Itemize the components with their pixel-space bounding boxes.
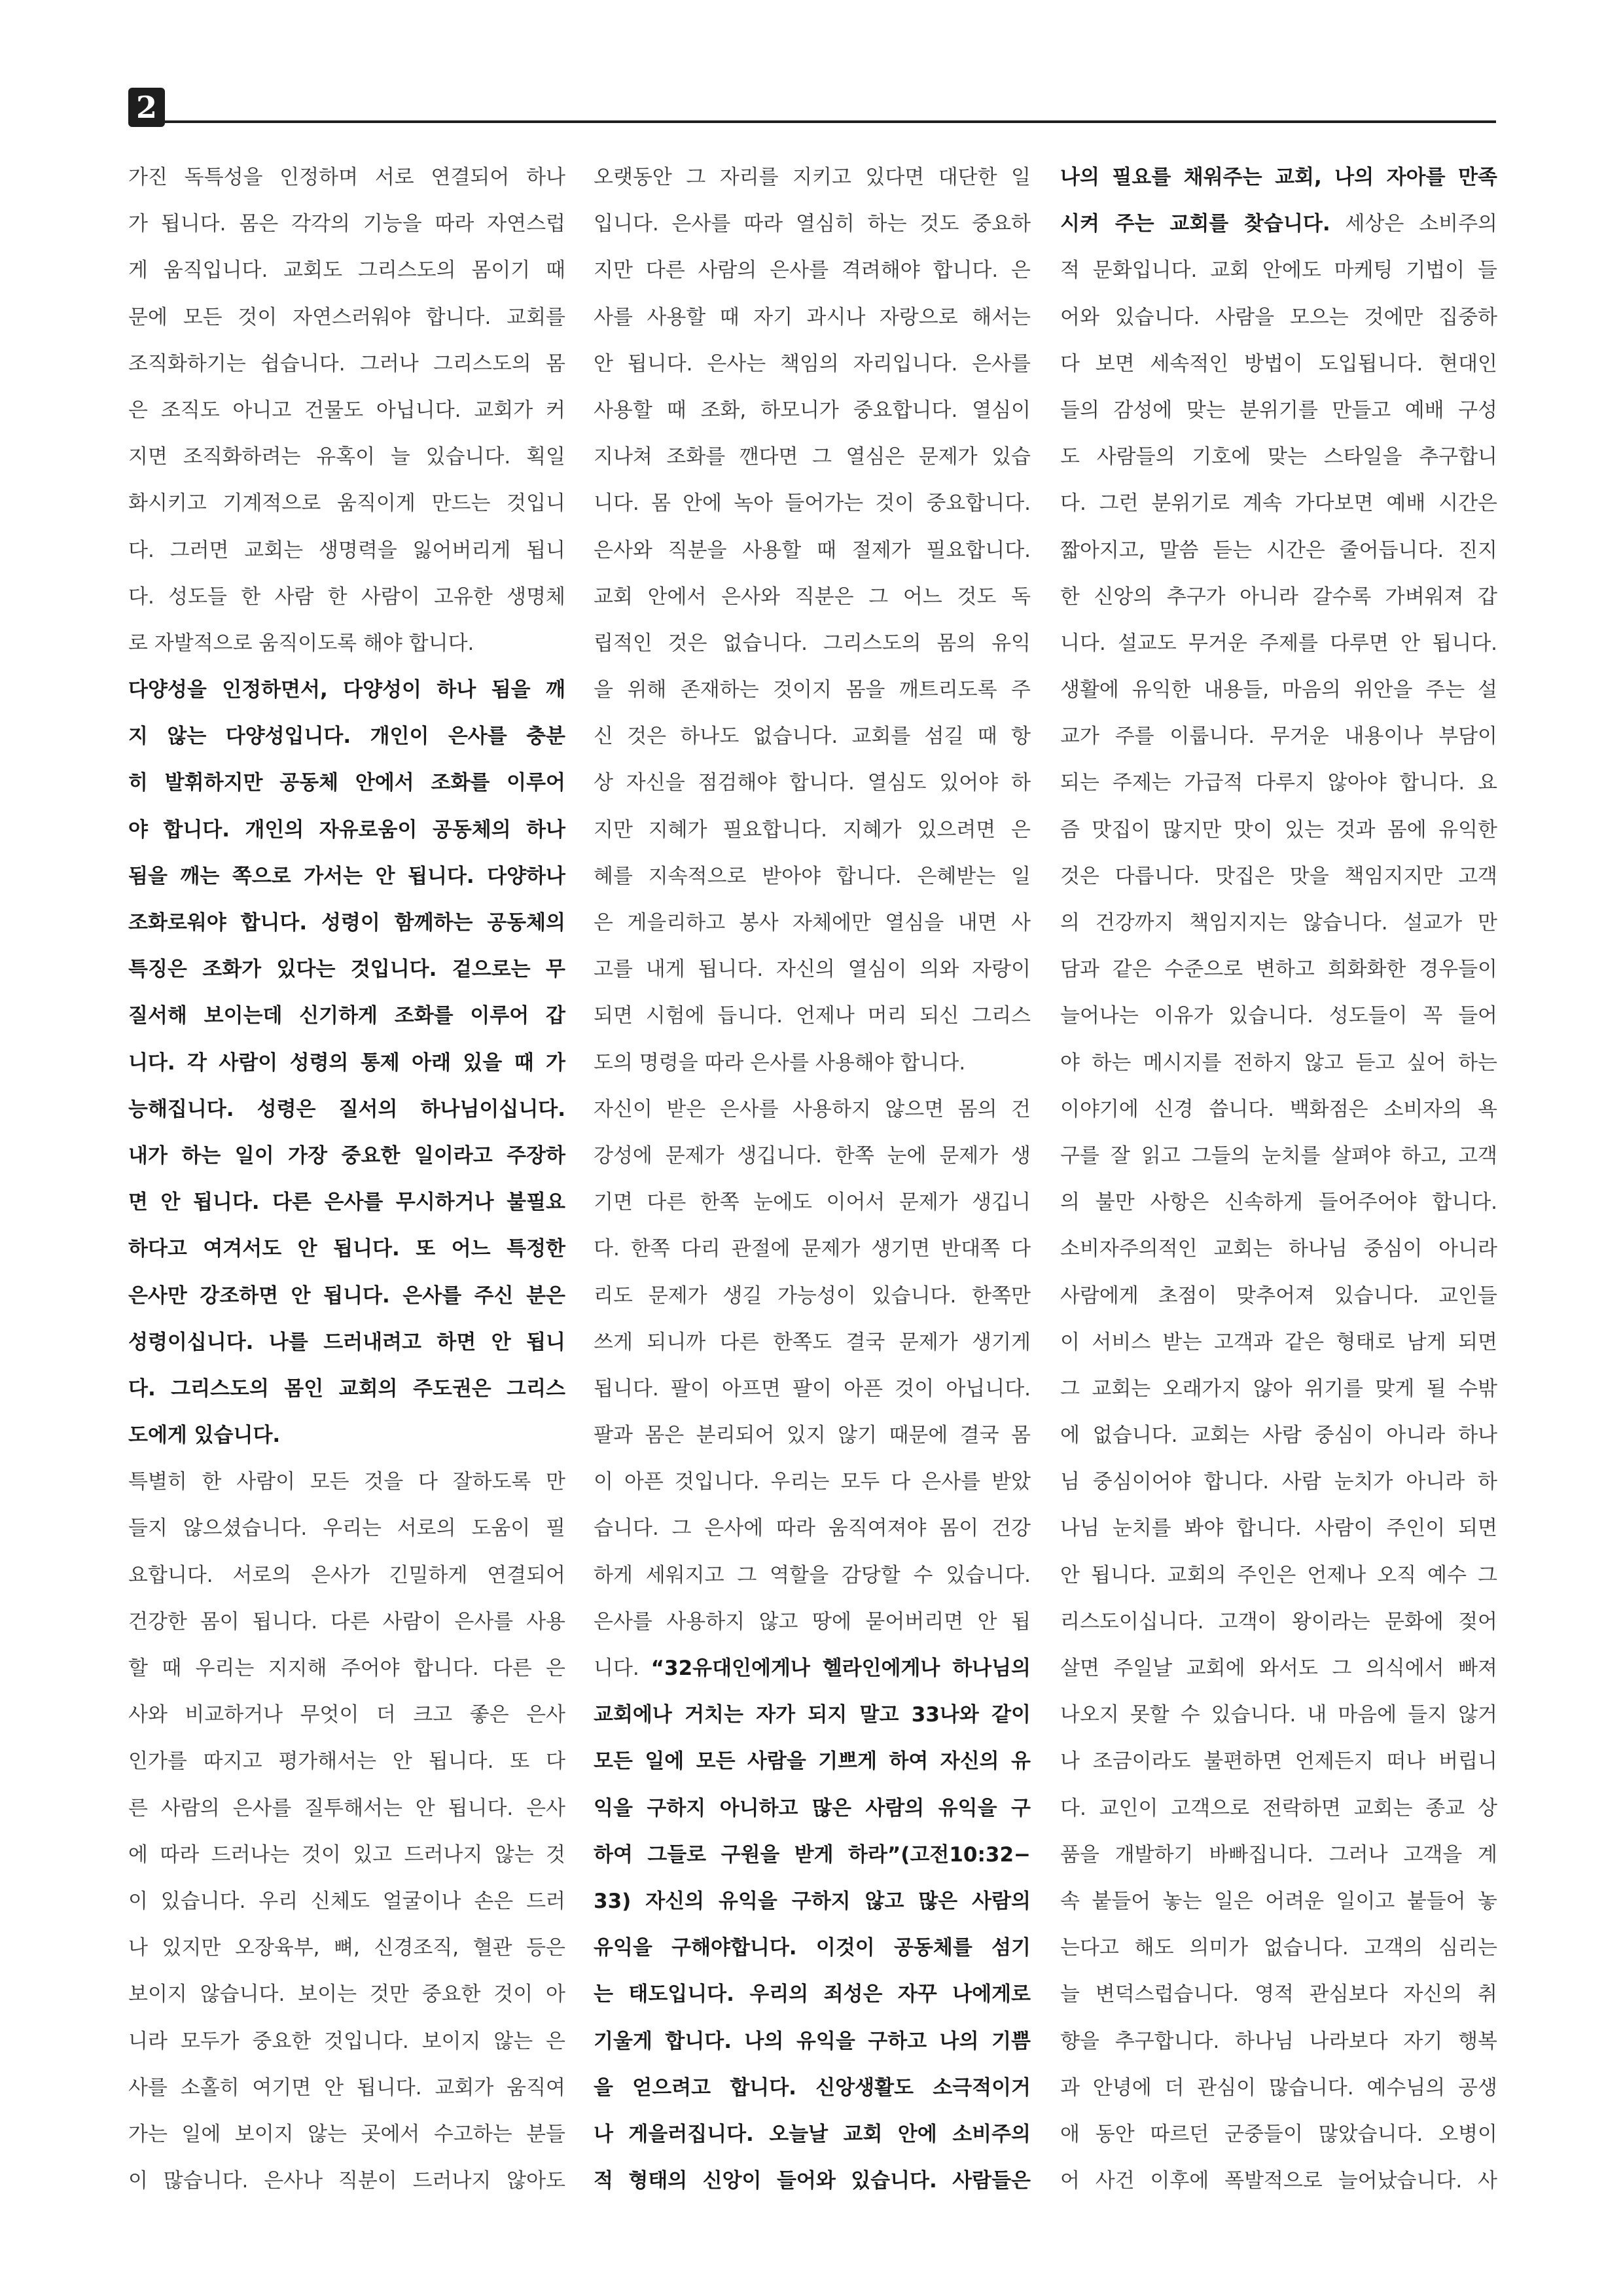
- text-line: [128, 807, 565, 853]
- text-line: [1060, 434, 1497, 480]
- text-run: 것은 다릅니다. 맛집은 맛을 책임지지만 고객: [1060, 864, 1497, 888]
- text-run: 입니다. 은사를 따라 열심히 하는 것도 중요하: [594, 212, 1031, 236]
- text-run: 조화로워야 합니다. 성령이 함께하는 공동체의: [128, 911, 565, 935]
- text-run: 지 않는 다양성입니다. 개인이 은사를 충분: [128, 725, 565, 749]
- text-line: [128, 1179, 565, 1226]
- text-run: 어 사건 이후에 폭발적으로 늘어났습니다. 사: [1060, 2169, 1497, 2193]
- text-line: [128, 1412, 565, 1459]
- text-line: [128, 1692, 565, 1738]
- text-line: [594, 2018, 1031, 2065]
- text-line: [128, 387, 565, 434]
- text-run: 어와 있습니다. 사람을 모으는 것에만 집중하: [1060, 305, 1497, 329]
- text-run: 자신이 받은 은사를 사용하지 않으면 몸의 건: [594, 1097, 1031, 1121]
- text-line: [128, 1366, 565, 1412]
- text-line: [128, 1459, 565, 1505]
- text-line: [594, 2065, 1031, 2111]
- text-run: 하여 그들로 구원을 받게 하라”(고전10:32−: [594, 1842, 1031, 1867]
- text-line: [1060, 574, 1497, 620]
- text-run: 특별히 한 사람이 모든 것을 다 잘하도록 만: [128, 1470, 565, 1494]
- text-line: [1060, 993, 1497, 1039]
- text-run: 다. 한쪽 다리 관절에 문제가 생기면 반대쪽 다: [594, 1237, 1031, 1261]
- text-run: 가 됩니다. 몸은 각각의 기능을 따라 자연스럽: [128, 212, 565, 236]
- text-run: 교회에나 거치는 자가 되지 말고 33나와 같이: [594, 1703, 1031, 1727]
- text-run: 할 때 우리는 지지해 주어야 합니다. 다른 은: [128, 1657, 565, 1680]
- text-line: [1060, 1040, 1497, 1086]
- text-run: 하게 세워지고 그 역할을 감당할 수 있습니다.: [594, 1563, 1031, 1587]
- text-line: [594, 387, 1031, 434]
- text-line: [594, 1459, 1031, 1505]
- text-line: [1060, 807, 1497, 853]
- text-line: [1060, 1878, 1497, 1925]
- text-line: [594, 900, 1031, 946]
- text-run: 다. 교인이 고객으로 전락하면 교회는 종교 상: [1060, 1796, 1497, 1820]
- text-run: 은 조직도 아니고 건물도 아닙니다. 교회가 커: [128, 398, 565, 422]
- text-line: [128, 1040, 565, 1086]
- text-run: 성령이십니다. 나를 드러내려고 하면 안 됩니: [128, 1330, 565, 1354]
- text-run: 문에 모든 것이 자연스러워야 합니다. 교회를: [128, 305, 565, 329]
- text-run: 른 사람의 은사를 질투해서는 안 됩니다. 은사: [128, 1796, 565, 1820]
- text-run: 강성에 문제가 생깁니다. 한쪽 눈에 문제가 생: [594, 1143, 1031, 1168]
- text-run: 나의 필요를 채워주는 교회, 나의 자아를 만족: [1060, 166, 1497, 189]
- text-line: [1060, 900, 1497, 946]
- text-run: 님 중심이어야 합니다. 사람 눈치가 아니라 하: [1060, 1470, 1497, 1494]
- text-line: [594, 1505, 1031, 1552]
- text-run: 향을 추구합니다. 하나님 나라보다 자기 행복: [1060, 2029, 1497, 2053]
- text-run: 이야기에 신경 씁니다. 백화점은 소비자의 욕: [1060, 1097, 1497, 1121]
- text-line: [594, 1040, 1031, 1086]
- text-line: [594, 1412, 1031, 1459]
- text-line: [594, 2111, 1031, 2158]
- text-line: [1060, 1179, 1497, 1226]
- text-line: [1060, 667, 1497, 713]
- text-run: 히 발휘하지만 공동체 안에서 조화를 이루어: [128, 771, 565, 795]
- text-line: [594, 713, 1031, 760]
- text-line: [128, 1552, 565, 1599]
- text-run: 도에게 있습니다.: [128, 1424, 281, 1448]
- text-line: [594, 1273, 1031, 1319]
- text-line: [1060, 2065, 1497, 2111]
- text-column-3: [1060, 154, 1497, 2204]
- text-line: [128, 247, 565, 294]
- text-line: [128, 2158, 565, 2204]
- text-line: [1060, 480, 1497, 527]
- text-line: [128, 528, 565, 574]
- text-run: 지나쳐 조화를 깬다면 그 열심은 문제가 있습: [594, 445, 1031, 469]
- text-line: [594, 853, 1031, 900]
- text-run: 내가 하는 일이 가장 중요한 일이라고 주장하: [128, 1143, 565, 1168]
- text-run: 다. 그러면 교회는 생명력을 잃어버리게 됩니: [128, 538, 565, 562]
- text-line: [594, 946, 1031, 993]
- text-run: 리도 문제가 생길 가능성이 있습니다. 한쪽만: [594, 1283, 1031, 1308]
- text-line: [594, 1226, 1031, 1272]
- text-run: 질서해 보이는데 신기하게 조화를 이루어 갑: [128, 1004, 565, 1028]
- text-run: 조직화하기는 쉽습니다. 그러나 그리스도의 몸: [128, 351, 565, 376]
- text-run: 담과 같은 수준으로 변하고 희화화한 경우들이: [1060, 958, 1497, 982]
- text-line: [1060, 1925, 1497, 1971]
- text-run: 도 사람들의 기호에 맞는 스타일을 추구합니: [1060, 445, 1497, 469]
- text-line: [128, 713, 565, 760]
- text-run: 품을 개발하기 바빠집니다. 그러나 고객을 계: [1060, 1842, 1497, 1867]
- text-run: 소비자주의적인 교회는 하나님 중심이 아니라: [1060, 1237, 1497, 1261]
- text-line: [1060, 1645, 1497, 1692]
- text-run: 기울게 합니다. 나의 유익을 구하고 나의 기쁨: [594, 2029, 1031, 2053]
- text-run: 익을 구하지 아니하고 많은 사람의 유익을 구: [594, 1796, 1031, 1820]
- text-run: 나오지 못할 수 있습니다. 내 마음에 들지 않거: [1060, 1703, 1497, 1727]
- bold-text-run: 시켜 주는 교회를 찾습니다.: [1060, 212, 1330, 236]
- text-line: [1060, 1086, 1497, 1133]
- text-run: 짧아지고, 말씀 듣는 시간은 줄어듭니다. 진지: [1060, 538, 1497, 562]
- text-run: 유익을 구해야합니다. 이것이 공동체를 섬기: [594, 1936, 1031, 1960]
- text-run: 들지 않으셨습니다. 우리는 서로의 도움이 필: [128, 1516, 565, 1541]
- text-run: 쓰게 되니까 다른 한쪽도 결국 문제가 생기게: [594, 1330, 1031, 1354]
- text-run: 안 됩니다. 교회의 주인은 언제나 오직 예수 그: [1060, 1563, 1497, 1587]
- text-run: 야 하는 메시지를 전하지 않고 듣고 싶어 하는: [1060, 1050, 1497, 1075]
- text-run: 됩니다. 팔이 아프면 팔이 아픈 것이 아닙니다.: [594, 1376, 1031, 1401]
- text-line: [594, 1599, 1031, 1645]
- text-run: 됨을 깨는 쪽으로 가서는 안 됩니다. 다양하나: [128, 864, 565, 888]
- text-line: [1060, 341, 1497, 387]
- text-line: [128, 620, 565, 667]
- text-line: [594, 1692, 1031, 1738]
- text-run: 에 따라 드러나는 것이 있고 드러나지 않는 것: [128, 1842, 565, 1867]
- text-line: [1060, 1552, 1497, 1599]
- text-line: [1060, 1599, 1497, 1645]
- text-run: 나님 눈치를 봐야 합니다. 사람이 주인이 되면: [1060, 1516, 1497, 1541]
- text-run: 애 동안 따르던 군중들이 많았습니다. 오병이: [1060, 2122, 1497, 2146]
- text-line: [594, 247, 1031, 294]
- text-line: [594, 1785, 1031, 1832]
- text-line: [1060, 713, 1497, 760]
- text-line: [594, 1552, 1031, 1599]
- text-line: [1060, 620, 1497, 667]
- text-run: 팔과 몸은 분리되어 있지 않기 때문에 결국 몸: [594, 1424, 1031, 1448]
- text-line: [128, 1785, 565, 1832]
- text-line: [128, 2111, 565, 2158]
- text-run: 모든 일에 모든 사람을 기쁘게 하여 자신의 유: [594, 1749, 1031, 1774]
- text-line: [128, 1226, 565, 1272]
- text-line: [594, 1366, 1031, 1412]
- text-run: 이 서비스 받는 고객과 같은 형태로 남게 되면: [1060, 1330, 1497, 1354]
- text-line: [594, 1179, 1031, 1226]
- text-line: [128, 341, 565, 387]
- text-run: 다. 성도들 한 사람 한 사람이 고유한 생명체: [128, 584, 565, 609]
- text-run: 니다. 설교도 무거운 주제를 다루면 안 됩니다.: [1060, 631, 1497, 655]
- text-run: 지만 지혜가 필요합니다. 지혜가 있으려면 은: [594, 817, 1031, 842]
- text-run: 안 됩니다. 은사는 책임의 자리입니다. 은사를: [594, 351, 1031, 376]
- text-run: 을 위해 존재하는 것이지 몸을 깨트리도록 주: [594, 678, 1031, 702]
- text-line: [128, 853, 565, 900]
- text-run: 는다고 해도 의미가 없습니다. 고객의 심리는: [1060, 1936, 1497, 1960]
- text-run: 다. 그리스도의 몸인 교회의 주도권은 그리스: [128, 1376, 565, 1401]
- text-line: [1060, 1505, 1497, 1552]
- text-run: 다 보면 세속적인 방법이 도입됩니다. 현대인: [1060, 351, 1497, 376]
- text-run: 되면 시험에 듭니다. 언제나 머리 되신 그리스: [594, 1004, 1031, 1028]
- text-line: [594, 760, 1031, 806]
- text-run: 늘어나는 이유가 있습니다. 성도들이 꼭 들어: [1060, 1004, 1497, 1028]
- text-run: 적 형태의 신앙이 들어와 있습니다. 사람들은: [594, 2169, 1031, 2193]
- text-line: [1060, 760, 1497, 806]
- text-run: 다양성을 인정하면서, 다양성이 하나 됨을 깨: [128, 678, 565, 702]
- text-run: 의 건강까지 책임지지는 않습니다. 설교가 만: [1060, 911, 1497, 935]
- text-run: 리스도이십니다. 고객이 왕이라는 문화에 젖어: [1060, 1609, 1497, 1634]
- text-line: [594, 1738, 1031, 1785]
- text-line: [594, 993, 1031, 1039]
- text-run: 사를 사용할 때 자기 과시나 자랑으로 해서는: [594, 305, 1031, 329]
- text-line: [1060, 853, 1497, 900]
- text-line: [594, 1133, 1031, 1179]
- text-run: 니다.: [594, 1657, 651, 1680]
- text-line: [1060, 1785, 1497, 1832]
- text-run: 은사와 직분을 사용할 때 절제가 필요합니다.: [594, 538, 1031, 562]
- text-run-tail: 세상은 소비주의: [1330, 212, 1497, 236]
- text-run: 도의 명령을 따라 은사를 사용해야 합니다.: [594, 1050, 966, 1075]
- text-run: 야 합니다. 개인의 자유로움이 공동체의 하나: [128, 817, 565, 842]
- text-run: 33) 자신의 유익을 구하지 않고 많은 사람의: [594, 1889, 1031, 1913]
- text-line: [1060, 2158, 1497, 2204]
- text-line: [128, 760, 565, 806]
- text-line: [594, 341, 1031, 387]
- text-run: 이 아픈 것입니다. 우리는 모두 다 은사를 받았: [594, 1470, 1031, 1494]
- text-run: 속 붙들어 놓는 일은 어려운 일이고 붙들어 놓: [1060, 1889, 1497, 1913]
- text-run: 니다. 각 사람이 성령의 통제 아래 있을 때 가: [128, 1050, 565, 1075]
- text-line: [594, 620, 1031, 667]
- page-number: 2: [128, 88, 165, 127]
- text-line: [128, 1738, 565, 1785]
- text-line: [594, 574, 1031, 620]
- text-line: [1060, 1319, 1497, 1366]
- text-line: [128, 480, 565, 527]
- text-line: [1060, 1971, 1497, 2018]
- text-run: 살면 주일날 교회에 와서도 그 의식에서 빠져: [1060, 1657, 1497, 1680]
- text-line: [128, 1832, 565, 1878]
- text-line: [594, 480, 1031, 527]
- text-line: [594, 434, 1031, 480]
- text-line: [1060, 1366, 1497, 1412]
- text-line: [128, 1133, 565, 1179]
- text-line: [128, 1878, 565, 1925]
- text-run: 립적인 것은 없습니다. 그리스도의 몸의 유익: [594, 631, 1031, 655]
- text-run: 이 있습니다. 우리 신체도 얼굴이나 손은 드러: [128, 1889, 565, 1913]
- text-run: 교가 주를 이룹니다. 무거운 내용이나 부담이: [1060, 725, 1497, 749]
- text-run: 상 자신을 점검해야 합니다. 열심도 있어야 하: [594, 771, 1031, 795]
- text-line: [594, 154, 1031, 201]
- text-run: 하다고 여겨서도 안 됩니다. 또 어느 특정한: [128, 1237, 565, 1261]
- text-run: 고를 내게 됩니다. 자신의 열심이 의와 자랑이: [594, 958, 1031, 982]
- text-run: 가는 일에 보이지 않는 곳에서 수고하는 분들: [128, 2122, 565, 2146]
- text-line: [128, 2065, 565, 2111]
- text-line: [128, 1086, 565, 1133]
- text-line: [1060, 1738, 1497, 1785]
- text-run: 은 게을리하고 봉사 자체에만 열심을 내면 사: [594, 911, 1031, 935]
- text-line: [1060, 154, 1497, 201]
- text-run: 의 불만 사항은 신속하게 들어주어야 합니다.: [1060, 1191, 1497, 1215]
- text-line: [128, 574, 565, 620]
- text-line: [1060, 201, 1497, 247]
- text-line: [594, 1832, 1031, 1878]
- text-run: 는 태도입니다. 우리의 죄성은 자꾸 나에게로: [594, 1982, 1031, 2007]
- text-run: 을 얻으려고 합니다. 신앙생활도 소극적이거: [594, 2075, 1031, 2100]
- text-run: 나 있지만 오장육부, 뼈, 신경조직, 혈관 등은: [128, 1936, 565, 1960]
- text-run: 로 자발적으로 움직이도록 해야 합니다.: [128, 631, 474, 655]
- text-run: 기면 다른 한쪽 눈에도 이어서 문제가 생깁니: [594, 1191, 1031, 1215]
- text-run: 사를 소홀히 여기면 안 됩니다. 교회가 움직여: [128, 2075, 565, 2100]
- text-run: 은사를 사용하지 않고 땅에 묻어버리면 안 됩: [594, 1609, 1031, 1634]
- text-line: [128, 667, 565, 713]
- text-run: 다. 그런 분위기로 계속 가다보면 예배 시간은: [1060, 492, 1497, 516]
- text-line: [1060, 2018, 1497, 2065]
- text-run: 생활에 유익한 내용들, 마음의 위안을 주는 설: [1060, 678, 1497, 702]
- text-run: 구를 잘 읽고 그들의 눈치를 살펴야 하고, 고객: [1060, 1143, 1497, 1168]
- text-run: 은사만 강조하면 안 됩니다. 은사를 주신 분은: [128, 1283, 565, 1308]
- text-line: [594, 1086, 1031, 1133]
- text-line: [128, 946, 565, 993]
- text-line: [128, 900, 565, 946]
- text-line: [594, 1319, 1031, 1366]
- text-run: 습니다. 그 은사에 따라 움직여져야 몸이 건강: [594, 1516, 1031, 1541]
- text-line: [594, 295, 1031, 341]
- text-column-2: [594, 154, 1031, 2204]
- text-run: 적 문화입니다. 교회 안에도 마케팅 기법이 들: [1060, 259, 1497, 283]
- text-run: 이 많습니다. 은사나 직분이 드러나지 않아도: [128, 2169, 565, 2193]
- text-run: 화시키고 기계적으로 움직이게 만드는 것입니: [128, 492, 565, 516]
- text-run: 지면 조직화하려는 유혹이 늘 있습니다. 획일: [128, 445, 565, 469]
- text-run: 면 안 됩니다. 다른 은사를 무시하거나 불필요: [128, 1191, 565, 1215]
- text-line: [1060, 946, 1497, 993]
- header-rule: [165, 120, 1496, 123]
- text-line: [594, 528, 1031, 574]
- text-line: [1060, 528, 1497, 574]
- text-line: [128, 201, 565, 247]
- text-run: 그 교회는 오래가지 않아 위기를 맞게 될 수밖: [1060, 1376, 1497, 1401]
- text-line: [1060, 1692, 1497, 1738]
- text-line: [128, 1925, 565, 1971]
- text-run: 요합니다. 서로의 은사가 긴밀하게 연결되어: [128, 1563, 565, 1587]
- text-run: 특징은 조화가 있다는 것입니다. 겉으로는 무: [128, 958, 565, 982]
- text-run: 교회 안에서 은사와 직분은 그 어느 것도 독: [594, 584, 1031, 609]
- text-run: 신 것은 하나도 없습니다. 교회를 섬길 때 항: [594, 725, 1031, 749]
- text-run: 혜를 지속적으로 받아야 합니다. 은혜받는 일: [594, 864, 1031, 888]
- text-line: [128, 1599, 565, 1645]
- text-run: 나 조금이라도 불편하면 언제든지 떠나 버립니: [1060, 1749, 1497, 1774]
- text-run: 되는 주제는 가급적 다루지 않아야 합니다. 요: [1060, 771, 1497, 795]
- text-run: 건강한 몸이 됩니다. 다른 사람이 은사를 사용: [128, 1609, 565, 1634]
- text-run: 나 게을러집니다. 오늘날 교회 안에 소비주의: [594, 2122, 1031, 2146]
- text-run: 늘 변덕스럽습니다. 영적 관심보다 자신의 취: [1060, 1982, 1497, 2007]
- text-line: [128, 1505, 565, 1552]
- text-column-1: [128, 154, 565, 2204]
- text-line: [128, 154, 565, 201]
- text-run: 한 신앙의 추구가 아니라 갈수록 가벼워져 갑: [1060, 584, 1497, 609]
- text-line: [594, 1645, 1031, 1692]
- text-line: [128, 1319, 565, 1366]
- text-run: 과 안녕에 더 관심이 많습니다. 예수님의 공생: [1060, 2075, 1497, 2100]
- text-run: 능해집니다. 성령은 질서의 하나님이십니다.: [128, 1097, 565, 1121]
- text-line: [594, 807, 1031, 853]
- text-line: [1060, 2111, 1497, 2158]
- text-line: [1060, 1412, 1497, 1459]
- text-run: 니다. 몸 안에 녹아 들어가는 것이 중요합니다.: [594, 492, 1031, 516]
- text-line: [1060, 247, 1497, 294]
- text-line: [1060, 1459, 1497, 1505]
- text-line: [594, 667, 1031, 713]
- bold-text-run: “32유대인에게나 헬라인에게나 하나님의: [651, 1657, 1031, 1680]
- text-line: [594, 201, 1031, 247]
- text-line: [1060, 1133, 1497, 1179]
- text-run: 가진 독특성을 인정하며 서로 연결되어 하나: [128, 166, 565, 189]
- text-line: [128, 295, 565, 341]
- text-run: 즘 맛집이 많지만 맛이 있는 것과 몸에 유익한: [1060, 817, 1497, 842]
- text-line: [594, 1925, 1031, 1971]
- text-line: [128, 2018, 565, 2065]
- text-line: [1060, 295, 1497, 341]
- text-line: [128, 1273, 565, 1319]
- text-run: 사용할 때 조화, 하모니가 중요합니다. 열심이: [594, 398, 1031, 422]
- text-run: 게 움직입니다. 교회도 그리스도의 몸이기 때: [128, 259, 565, 283]
- text-line: [594, 1971, 1031, 2018]
- text-line: [1060, 1832, 1497, 1878]
- text-line: [1060, 1273, 1497, 1319]
- text-line: [128, 1971, 565, 2018]
- text-run: 보이지 않습니다. 보이는 것만 중요한 것이 아: [128, 1982, 565, 2007]
- text-line: [1060, 387, 1497, 434]
- text-line: [128, 1645, 565, 1692]
- text-line: [594, 1878, 1031, 1925]
- text-run: 인가를 따지고 평가해서는 안 됩니다. 또 다: [128, 1749, 565, 1774]
- text-run: 들의 감성에 맞는 분위기를 만들고 예배 구성: [1060, 398, 1497, 422]
- text-run: 니라 모두가 중요한 것입니다. 보이지 않는 은: [128, 2029, 565, 2053]
- text-run: 오랫동안 그 자리를 지키고 있다면 대단한 일: [594, 166, 1031, 189]
- text-run: 사와 비교하거나 무엇이 더 크고 좋은 은사: [128, 1703, 565, 1727]
- text-line: [128, 434, 565, 480]
- text-run: 에 없습니다. 교회는 사람 중심이 아니라 하나: [1060, 1424, 1497, 1448]
- text-run: 사람에게 초점이 맞추어져 있습니다. 교인들: [1060, 1283, 1497, 1308]
- text-line: [594, 2158, 1031, 2204]
- text-run: 지만 다른 사람의 은사를 격려해야 합니다. 은: [594, 259, 1031, 283]
- text-line: [128, 993, 565, 1039]
- text-line: [1060, 1226, 1497, 1272]
